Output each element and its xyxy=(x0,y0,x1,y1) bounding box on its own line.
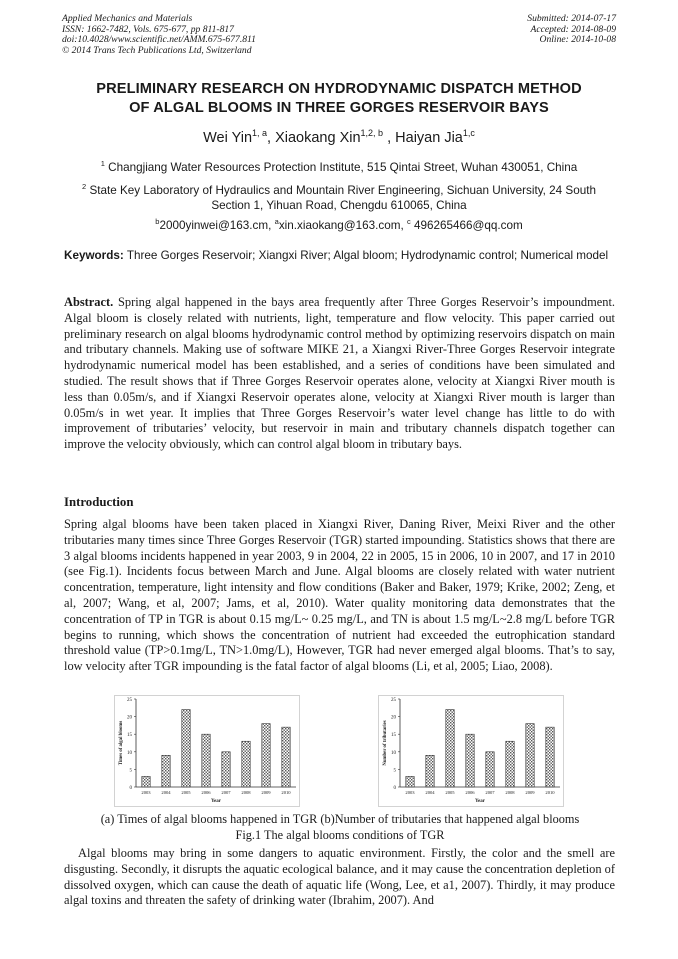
body-paragraph: Algal blooms may bring in some dangers to aquatic environment. Firstly, the color and the smell are disgusting. Secondly, it disrupts the aquatic ecological balance, and it may cause the concentration depletion of dissolved oxygen, which can cause the death of aquatic life (Wong, Lee, et a1, 2007). Thirdly, it may produce algal toxins and threaten the safety of drinking water (Ibrahim, 2007). And xyxy=(64,846,615,908)
copyright: © 2014 Trans Tech Publications Ltd, Switzerland xyxy=(62,44,252,56)
title-line-2: OF ALGAL BLOOMS IN THREE GORGES RESERVOIR BAYS xyxy=(129,100,549,116)
x-axis-label: Year xyxy=(475,799,485,804)
author-separator: , xyxy=(267,129,276,146)
email-marker: b xyxy=(155,217,160,226)
bar xyxy=(446,710,454,787)
abstract-label: Abstract. xyxy=(64,295,114,309)
journal-name: Applied Mechanics and Materials xyxy=(62,13,193,24)
affiliation-text: Section 1, Yihuan Road, Chengdu 610065, China xyxy=(211,198,467,212)
accepted-date: Accepted: 2014-08-09 xyxy=(530,23,616,35)
y-axis-label: Times of algal blooms xyxy=(119,720,124,766)
y-tick-label: 25 xyxy=(127,698,132,703)
bar xyxy=(142,776,150,787)
y-axis-label: Number of tributaries xyxy=(383,720,388,766)
affiliation-text: Changjiang Water Resources Protection Institute, 515 Qintai Street, Wuhan 430051, China xyxy=(108,160,578,174)
x-tick-label: 2010 xyxy=(545,790,555,795)
keywords-label: Keywords: xyxy=(64,249,124,262)
x-tick-label: 2005 xyxy=(181,790,191,795)
bar xyxy=(406,776,414,787)
y-tick-label: 5 xyxy=(393,768,396,774)
y-tick-label: 10 xyxy=(391,750,396,756)
email-link[interactable]: xin.xiaokang@163.com, xyxy=(278,218,404,232)
figure-caption: Fig.1 The algal blooms conditions of TGR xyxy=(235,828,445,842)
bar xyxy=(182,710,190,787)
email-line xyxy=(60,214,618,233)
bar xyxy=(282,727,290,787)
x-tick-label: 2006 xyxy=(201,790,211,795)
keywords xyxy=(64,249,616,263)
abstract-text: Spring algal happened in the bays area frequently after Three Gorges Reservoir’s impoundment. Algal bloom is closely related with nutrients, light, temperature and flow velocity. This paper carried out preliminary research on algal blooms hydrodynamic control method by optimizing reservoirs dispatch on main and tributary channels. Making use of software MIKE 21, a Xiangxi River-Three Gorges Reservoir integrate hydrodynamic numerical model has been established, and a series of conditions have been simulated and studied. The result shows that if Three Gorges Reservoir operates alone, velocity at Xiangxi River mouth is less than 0.05m/s, and if Xiangxi Reservoir operates alone, velocity at Xiangxi River mouth is larger than 0.05m/s in wet year. It implies that Three Gorges Reservoir’s water level change has little to do with improvement of tributaries’ velocity, but reservoir in main and tributary channels dispatch together can improve the velocity obviously, which can control algal bloom in tributary bays. xyxy=(64,295,615,452)
x-tick-label: 2003 xyxy=(141,790,151,795)
affiliation-number: 1 xyxy=(100,159,105,168)
bar xyxy=(486,752,494,787)
author-name: Xiaokang Xin xyxy=(275,129,361,146)
y-tick-label: 10 xyxy=(127,750,132,756)
figure-subcaption: (a) Times of algal blooms happened in TGR (b)Number of tributaries that happened algal blooms xyxy=(100,812,580,826)
y-tick-label: 15 xyxy=(391,733,396,739)
online-date: Online: 2014-10-08 xyxy=(539,34,616,45)
y-tick-label: 5 xyxy=(129,768,132,774)
keywords-text: Three Gorges Reservoir; Xiangxi River; Algal bloom; Hydrodynamic control; Numerical model xyxy=(126,249,609,262)
x-tick-label: 2008 xyxy=(505,790,515,795)
x-tick-label: 2005 xyxy=(445,790,455,795)
y-tick-label: 0 xyxy=(129,786,132,791)
email-marker: a xyxy=(274,217,279,226)
bar xyxy=(222,752,230,787)
y-tick-label: 20 xyxy=(127,715,132,721)
x-tick-label: 2007 xyxy=(221,790,231,795)
x-axis-label: Year xyxy=(211,799,221,804)
x-tick-label: 2010 xyxy=(281,790,291,795)
bar xyxy=(506,741,514,787)
email-link[interactable]: 2000yinwei@163.cm, xyxy=(159,218,272,232)
journal-header-left xyxy=(62,14,256,56)
affiliation-number: 2 xyxy=(82,182,87,191)
author-superscript: 1,c xyxy=(462,128,475,138)
author-superscript: 1,2, b xyxy=(360,128,384,138)
paper-title xyxy=(60,80,618,118)
figure-1b-chart xyxy=(378,695,564,807)
x-tick-label: 2008 xyxy=(241,790,251,795)
y-tick-label: 25 xyxy=(391,698,396,703)
bar xyxy=(546,727,554,787)
submitted-date: Submitted: 2014-07-17 xyxy=(527,13,616,24)
figure-1a-chart xyxy=(114,695,300,807)
y-tick-label: 20 xyxy=(391,715,396,721)
y-tick-label: 15 xyxy=(127,733,132,739)
bar xyxy=(526,724,534,787)
title-line-1: PRELIMINARY RESEARCH ON HYDRODYNAMIC DISPATCH METHOD xyxy=(96,81,582,97)
author-separator: , xyxy=(383,129,396,146)
journal-header-right xyxy=(527,14,616,46)
email-marker: c xyxy=(406,217,411,226)
bar xyxy=(426,755,434,787)
x-tick-label: 2007 xyxy=(485,790,495,795)
affiliation-1 xyxy=(60,156,618,175)
intro-paragraph: Spring algal blooms have been taken placed in Xiangxi River, Daning River, Meixi River and the other tributaries many times since Three Gorges Reservoir (TGR) started impounding. Statistics shows that there are 3 algal blooms incidents happened in year 2003, 9 in 2004, 22 in 2005, 15 in 2006, 10 in 2007, and 17 in 2010 (see Fig.1). Incidents focus between March and June. Algal blooms are closely related with water nutrient concentration, temperature, light intensity and flow conditions (Baker and Baker, 1979; Krike, 2002; Zeng, et al, 2007; Wang, et al, 2007; Jams, et al, 2010). Water quality monitoring data demonstrates that the concentration of TP in TGR is about 0.15 mg/L~ 0.25 mg/L, and TN is about 1.5 mg/L~2.8 mg/L before TGR begins to running, which shows the concentration of nutrient had exceeded the eutrophication standard threshold value (TP>0.1mg/L, TN>1.0mg/L), However, TGR had never emerged algal blooms. That’s to say, low velocity after TGR impounding is the fatal factor of algal blooms (Li, et al, 2005; Liao, 2008). xyxy=(64,517,615,674)
abstract xyxy=(64,295,615,453)
x-tick-label: 2009 xyxy=(261,790,271,795)
affiliation-text: State Key Laboratory of Hydraulics and Mountain River Engineering, Sichuan University, 24 South xyxy=(89,183,596,197)
x-tick-label: 2004 xyxy=(425,790,435,795)
x-tick-label: 2006 xyxy=(465,790,475,795)
author-name: Haiyan Jia xyxy=(395,129,463,146)
bar xyxy=(162,755,170,787)
bar xyxy=(242,741,250,787)
x-tick-label: 2009 xyxy=(525,790,535,795)
section-heading: Introduction xyxy=(64,495,134,509)
affiliation-2 xyxy=(60,179,618,213)
issn: ISSN: 1662-7482, Vols. 675-677, pp 811-817 xyxy=(62,23,234,35)
bar xyxy=(466,734,474,787)
x-tick-label: 2003 xyxy=(405,790,415,795)
author-list xyxy=(60,128,618,146)
doi-link[interactable]: doi:10.4028/www.scientific.net/AMM.675-677.811 xyxy=(62,34,256,45)
author-name: Wei Yin xyxy=(203,129,253,146)
email-link[interactable]: 496265466@qq.com xyxy=(413,218,523,232)
x-tick-label: 2004 xyxy=(161,790,171,795)
bar xyxy=(262,724,270,787)
author-superscript: 1, a xyxy=(252,128,268,138)
bar xyxy=(202,734,210,787)
y-tick-label: 0 xyxy=(393,786,396,791)
